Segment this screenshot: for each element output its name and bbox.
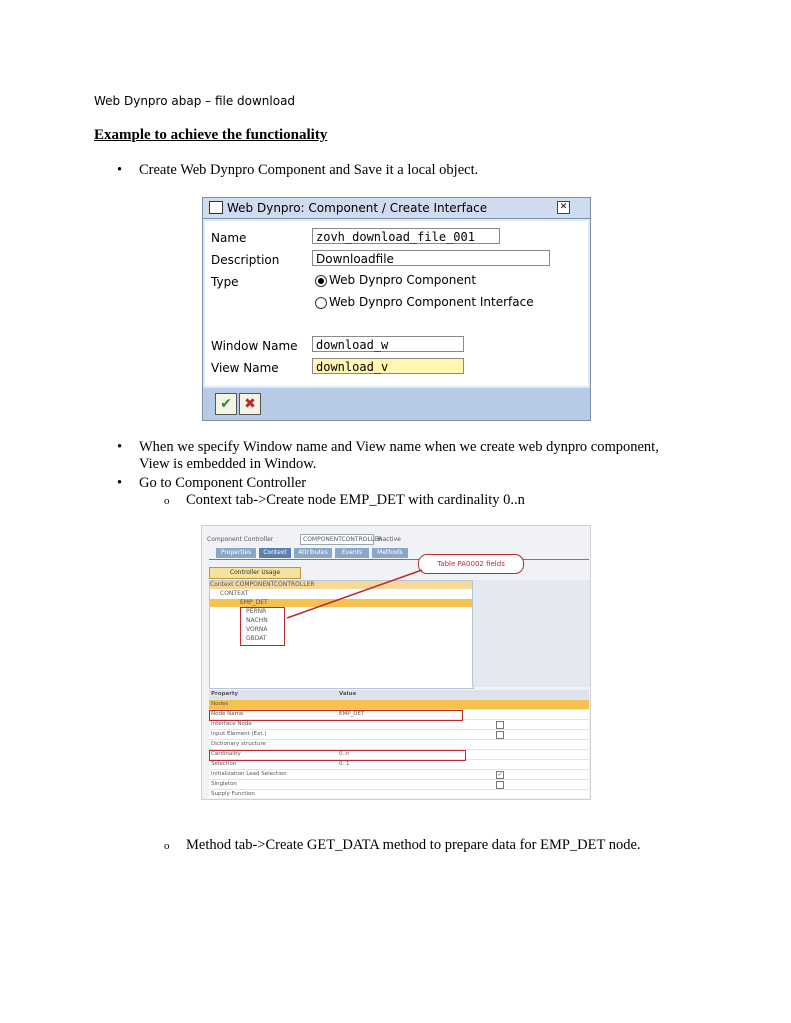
col-value: Value xyxy=(339,691,357,697)
cardinality-highlight xyxy=(209,750,466,761)
section-row xyxy=(209,700,589,710)
callout-arrow-line xyxy=(287,570,422,618)
radio-component[interactable] xyxy=(315,275,327,287)
name-label: Name xyxy=(211,231,247,245)
prop-name: Supply Function xyxy=(211,791,255,797)
sub-bullet-text: Context tab->Create node EMP_DET with cardinality 0..n xyxy=(186,492,525,508)
sub-bullet-circle: o xyxy=(164,840,170,852)
window-name-label: Window Name xyxy=(211,339,298,353)
component-controller-screenshot xyxy=(201,525,591,800)
description-label: Description xyxy=(211,253,280,267)
node-name-highlight xyxy=(209,710,463,721)
bullet-text-line1: When we specify Window name and View name when we create web dynpro component, xyxy=(139,439,659,455)
prop-name: Cardinality xyxy=(211,751,241,757)
bullet-component-controller xyxy=(117,475,307,492)
input-element-checkbox[interactable] xyxy=(496,731,504,739)
prop-row xyxy=(209,720,589,730)
tab-methods[interactable]: Methods xyxy=(372,548,408,558)
prop-value[interactable]: 0..1 xyxy=(339,761,350,767)
window-icon xyxy=(209,201,223,214)
prop-name: Initialization Lead Selection xyxy=(211,771,287,777)
controller-header-label: Component Controller xyxy=(207,536,274,543)
prop-name: Interface Node xyxy=(211,721,252,727)
prop-name: Input Element (Ext.) xyxy=(211,731,267,737)
context-header: Context COMPONENTCONTROLLER xyxy=(210,581,473,589)
window-name-input[interactable]: download_w xyxy=(312,336,464,352)
create-component-dialog xyxy=(202,197,591,421)
controller-usage-button[interactable]: Controller Usage xyxy=(209,567,301,579)
cancel-button[interactable]: ✖ xyxy=(239,393,261,415)
controller-status: Inactive xyxy=(377,536,401,543)
dialog-titlebar xyxy=(203,198,590,219)
grid-header xyxy=(209,690,589,700)
bullet-text: Go to Component Controller xyxy=(139,475,307,491)
sub-bullet-method xyxy=(164,837,641,854)
sub-bullet-text: Method tab->Create GET_DATA method to prepare data for EMP_DET node. xyxy=(186,837,641,853)
property-grid xyxy=(209,690,589,798)
bullet-dot: • xyxy=(117,475,123,491)
bullet-dot: • xyxy=(117,439,123,455)
prop-row xyxy=(209,780,589,790)
lead-selection-checkbox[interactable]: ✓ xyxy=(497,771,503,778)
prop-name: Dictionary structure xyxy=(211,741,266,747)
tree-field[interactable]: VORNA xyxy=(246,626,268,633)
bullet-text: Create Web Dynpro Component and Save it a local object. xyxy=(139,162,479,178)
view-name-input[interactable]: download_v xyxy=(312,358,464,374)
prop-name: Singleton xyxy=(211,781,237,787)
tree-node[interactable]: EMP_DET xyxy=(240,599,268,606)
bullet-create-component xyxy=(117,162,479,179)
description-input[interactable]: Downloadfile xyxy=(312,250,550,266)
prop-name: Node Name xyxy=(211,711,244,717)
prop-row xyxy=(209,760,589,770)
radio-interface[interactable] xyxy=(315,297,327,309)
tree-root[interactable]: CONTEXT xyxy=(220,590,249,597)
bullet-window-view xyxy=(117,439,719,473)
sub-bullet-circle: o xyxy=(164,495,170,507)
prop-row xyxy=(209,730,589,740)
singleton-checkbox[interactable] xyxy=(496,781,504,789)
col-property: Property xyxy=(211,691,239,697)
radio-component-label: Web Dynpro Component xyxy=(329,273,477,287)
bullet-text-line2: View is embedded in Window. xyxy=(139,456,317,472)
section-label: Nodes xyxy=(211,701,229,707)
controller-name-field[interactable]: COMPONENTCONTROLLER xyxy=(300,534,374,545)
prop-row xyxy=(209,740,589,750)
prop-value[interactable]: EMP_DET xyxy=(339,711,365,717)
tab-attributes[interactable]: Attributes xyxy=(294,548,332,558)
dialog-body xyxy=(205,221,588,386)
tab-properties[interactable]: Properties xyxy=(216,548,256,558)
prop-value[interactable]: 0..n xyxy=(339,751,350,757)
bullet-dot: • xyxy=(117,162,123,178)
tree-field[interactable]: GBDAT xyxy=(246,635,267,642)
type-label: Type xyxy=(211,275,239,289)
radio-interface-label: Web Dynpro Component Interface xyxy=(329,295,534,309)
dialog-footer xyxy=(203,388,590,420)
tab-events[interactable]: Events xyxy=(335,548,369,558)
callout-bubble: Table PA0002 fields xyxy=(418,554,524,574)
document-title: Web Dynpro abap – file download xyxy=(94,94,296,108)
sub-bullet-context xyxy=(164,492,525,509)
confirm-button[interactable]: ✔ xyxy=(215,393,237,415)
interface-node-checkbox[interactable] xyxy=(496,721,504,729)
section-heading: Example to achieve the functionality xyxy=(94,127,328,143)
tree-field[interactable]: NACHN xyxy=(246,617,268,624)
dialog-title: Web Dynpro: Component / Create Interface xyxy=(227,201,488,215)
view-name-label: View Name xyxy=(211,361,279,375)
close-icon[interactable]: ✕ xyxy=(557,201,570,214)
prop-row xyxy=(209,770,589,780)
prop-name: Selection xyxy=(211,761,237,767)
name-input[interactable]: zovh_download_file_001 xyxy=(312,228,500,244)
prop-row xyxy=(209,790,589,800)
tab-context[interactable]: Context xyxy=(259,548,291,558)
tree-field[interactable]: PERNR xyxy=(246,608,267,615)
